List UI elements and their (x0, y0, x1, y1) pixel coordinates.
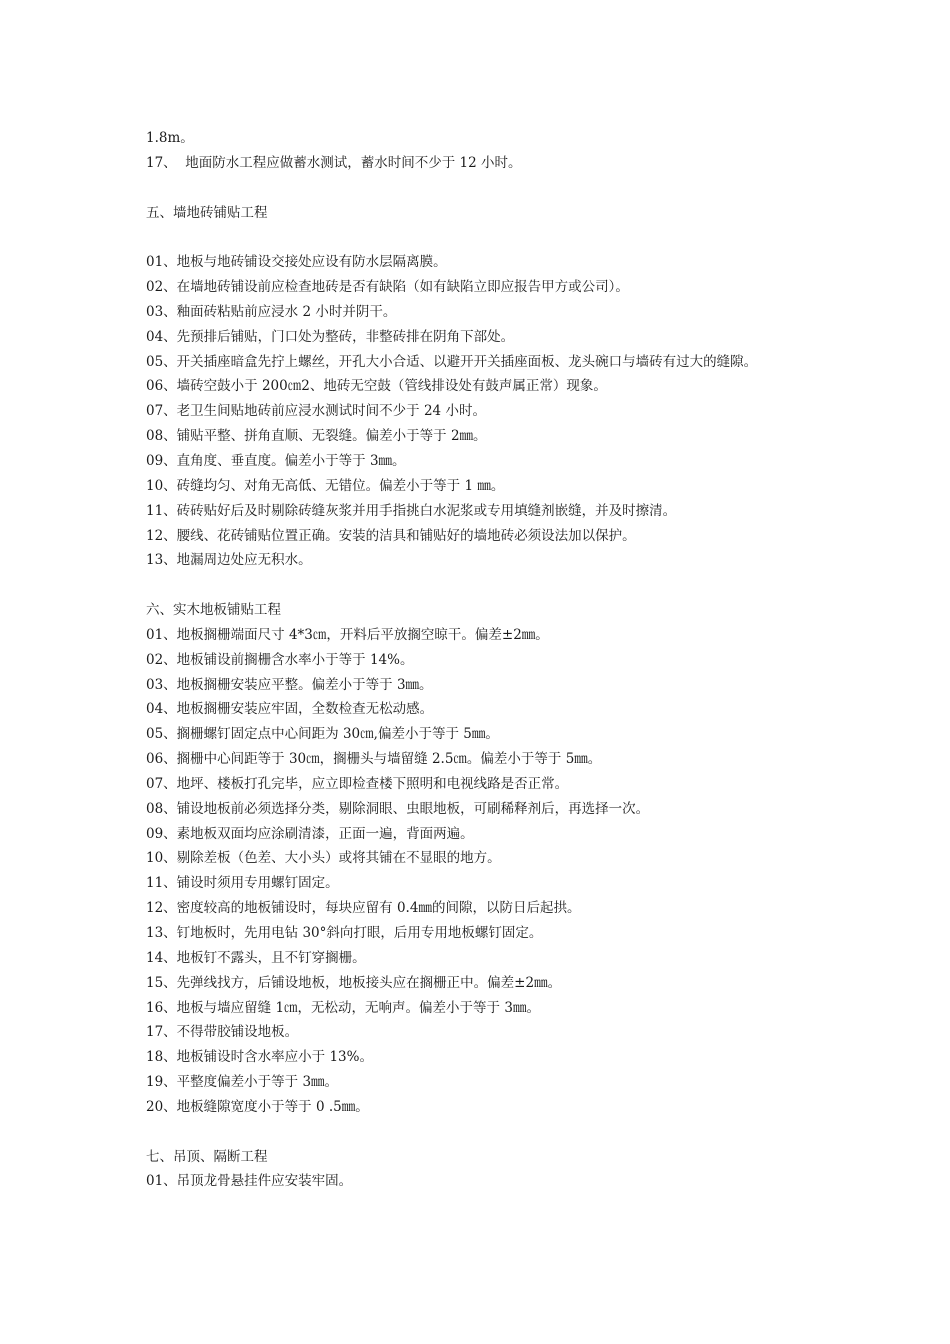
list-item: 11、铺设时须用专用螺钉固定。 (146, 875, 339, 892)
list-item: 13、地漏周边处应无积水。 (146, 552, 312, 569)
list-item: 02、地板铺设前搁栅含水率小于等于 14%。 (146, 651, 414, 668)
blank-line (146, 176, 818, 201)
list-item: 14、地板钉不露头，且不钉穿搁栅。 (146, 949, 366, 966)
list-item: 19、平整度偏差小于等于 3㎜。 (146, 1074, 339, 1091)
blank-line (146, 1120, 818, 1145)
document-body (146, 126, 818, 1194)
list-item: 04、地板搁栅安装应牢固，全数检查无松动感。 (146, 701, 434, 718)
list-item: 05、搁栅螺钉固定点中心间距为 30㎝,偏差小于等于 5㎜。 (146, 726, 499, 743)
list-item: 05、开关插座暗盒先拧上螺丝，开孔大小合适、以避开开关插座面板、龙头碗口与墙砖有过大的缝隙。 (146, 353, 758, 370)
list-item: 12、密度较高的地板铺设时，每块应留有 0.4㎜的间隙，以防日后起拱。 (146, 900, 581, 917)
text-line: 1.8m。 (146, 130, 194, 146)
list-item: 03、釉面砖粘贴前应浸水 2 小时并阴干。 (146, 303, 397, 320)
list-item: 10、砖缝均匀、对角无高低、无错位。偏差小于等于 1 ㎜。 (146, 477, 505, 494)
section-heading: 六、实木地板铺贴工程 (146, 602, 281, 619)
list-item: 16、地板与墙应留缝 1㎝，无松动，无响声。偏差小于等于 3㎜。 (146, 999, 540, 1016)
list-item: 06、墙砖空鼓小于 200㎝2、地砖无空鼓（管线排设处有鼓声属正常）现象。 (146, 378, 607, 395)
list-item: 09、直角度、垂直度。偏差小于等于 3㎜。 (146, 452, 406, 469)
list-item: 11、砖砖贴好后及时剔除砖缝灰浆并用手指挑白水泥浆或专用填缝剂嵌缝，并及时擦清。 (146, 502, 677, 519)
list-item: 08、铺设地板前必须选择分类，剔除洞眼、虫眼地板，可刷稀释剂后，再选择一次。 (146, 800, 650, 817)
section-heading: 五、墙地砖铺贴工程 (146, 204, 268, 221)
list-item: 07、老卫生间贴地砖前应浸水测试时间不少于 24 小时。 (146, 403, 486, 420)
sections-container (146, 176, 818, 1195)
list-item: 01、地板搁栅端面尺寸 4*3㎝，开料后平放搁空晾干。偏差±2㎜。 (146, 626, 549, 643)
list-item: 02、在墙地砖铺设前应检查地砖是否有缺陷（如有缺陷立即应报告甲方或公司）。 (146, 279, 629, 296)
list-item: 18、地板铺设时含水率应小于 13%。 (146, 1049, 373, 1066)
blank-line (146, 225, 818, 250)
list-item: 20、地板缝隙宽度小于等于 0 .5㎜。 (146, 1098, 369, 1115)
list-item: 13、钉地板时，先用电钻 30°斜向打眼，后用专用地板螺钉固定。 (146, 925, 543, 941)
list-item: 17、不得带胶铺设地板。 (146, 1024, 299, 1041)
list-item: 01、地板与地砖铺设交接处应设有防水层隔离膜。 (146, 254, 447, 271)
blank-line (146, 573, 818, 598)
list-item: 08、铺贴平整、拼角直顺、无裂缝。偏差小于等于 2㎜。 (146, 428, 487, 445)
list-item: 03、地板搁栅安装应平整。偏差小于等于 3㎜。 (146, 676, 433, 693)
list-item: 06、搁栅中心间距等于 30㎝，搁栅头与墙留缝 2.5㎝。偏差小于等于 5㎜。 (146, 751, 602, 768)
list-item: 01、吊顶龙骨悬挂件应安装牢固。 (146, 1173, 353, 1190)
list-item: 07、地坪、楼板打孔完毕，应立即检查楼下照明和电视线路是否正常。 (146, 775, 569, 792)
list-item: 12、腰线、花砖铺贴位置正确。安装的洁具和铺贴好的墙地砖必须设法加以保护。 (146, 527, 636, 544)
list-item: 04、先预排后铺贴，门口处为整砖，非整砖排在阴角下部处。 (146, 328, 515, 345)
list-item: 10、剔除差板（色差、大小头）或将其铺在不显眼的地方。 (146, 850, 501, 867)
section-heading: 七、吊顶、隔断工程 (146, 1148, 268, 1165)
text-line: 17、 地面防水工程应做蓄水测试，蓄水时间不少于 12 小时。 (146, 154, 522, 171)
list-item: 15、先弹线找方，后铺设地板，地板接头应在搁栅正中。偏差±2㎜。 (146, 974, 562, 991)
intro-block (146, 126, 818, 176)
list-item: 09、素地板双面均应涂刷清漆，正面一遍，背面两遍。 (146, 825, 474, 842)
